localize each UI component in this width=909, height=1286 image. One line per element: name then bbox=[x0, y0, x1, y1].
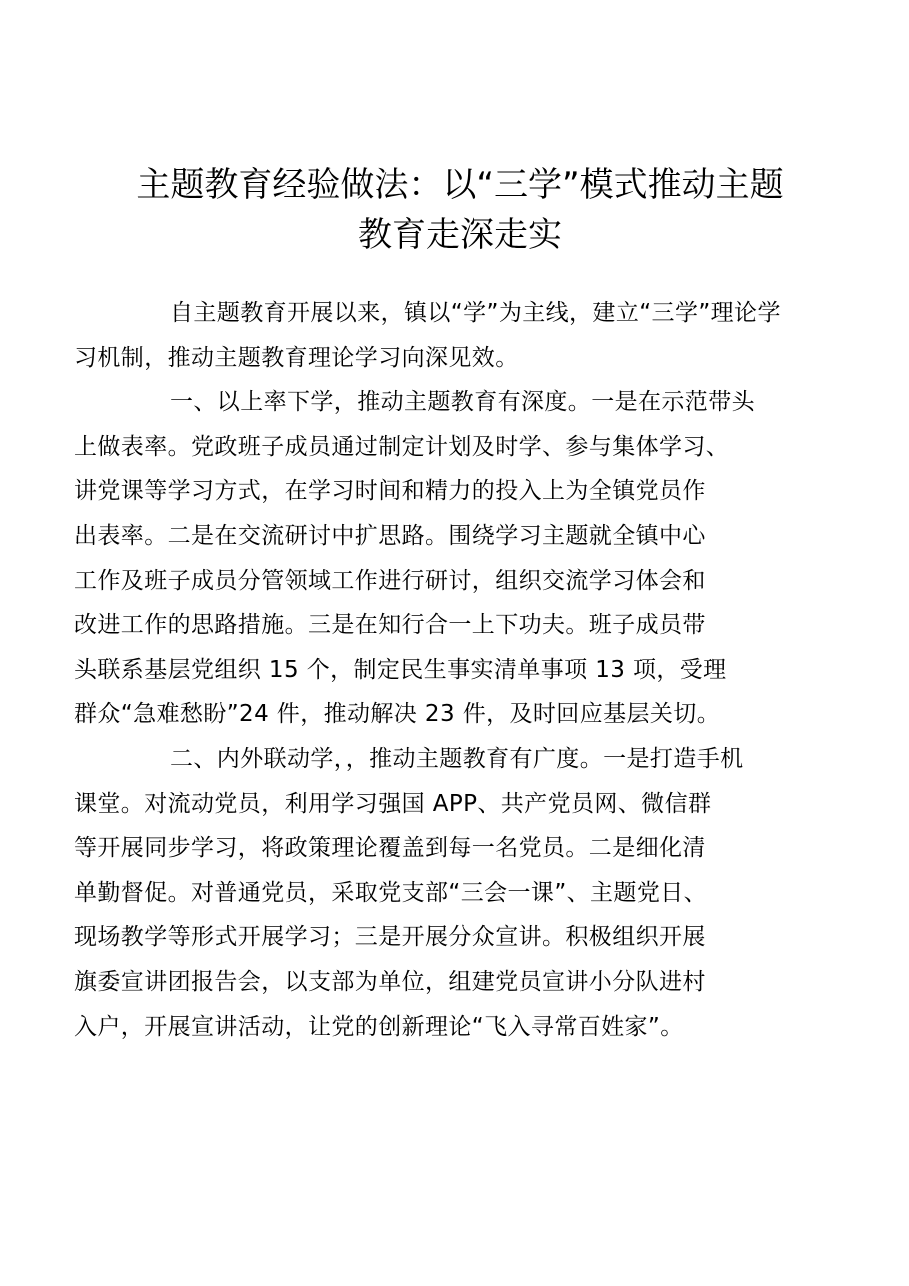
text-line: 头联系基层党组织 15 个，制定民生事实清单事项 13 项，受理 bbox=[74, 656, 727, 683]
text-line: 等开展同步学习，将政策理论覆盖到每一名党员。二是细化清 bbox=[74, 835, 706, 862]
paragraph-intro bbox=[74, 291, 812, 380]
text-line: 一、以上率下学，推动主题教育有深度。一是在示范带头 bbox=[170, 389, 755, 416]
text-line: 讲党课等学习方式，在学习时间和精力的投入上为全镇党员作 bbox=[74, 478, 706, 505]
text-line: 习机制，推动主题教育理论学习向深见效。 bbox=[74, 344, 519, 371]
document-body bbox=[74, 291, 812, 1049]
text-line: 自主题教育开展以来，镇以“学”为主线，建立“三学”理论学 bbox=[170, 300, 781, 326]
title-line: 主题教育经验做法：以“三学”模式推动主题 bbox=[136, 165, 784, 205]
text-line: 课堂。对流动党员，利用学习强国 APP、共产党员网、微信群 bbox=[74, 790, 712, 817]
text-line: 工作及班子成员分管领域工作进行研讨，组织交流学习体会和 bbox=[74, 567, 706, 594]
text-line: 出表率。二是在交流研讨中扩思路。围绕学习主题就全镇中心 bbox=[74, 522, 706, 549]
text-line: 现场教学等形式开展学习；三是开展分众宣讲。积极组织开展 bbox=[74, 924, 706, 951]
paragraph-section-one bbox=[74, 380, 812, 737]
paragraph-section-two bbox=[74, 737, 812, 1049]
text-line: 旗委宣讲团报告会，以支部为单位，组建党员宣讲小分队进村 bbox=[74, 968, 706, 995]
text-line: 改进工作的思路措施。三是在知行合一上下功夫。班子成员带 bbox=[74, 612, 706, 639]
text-line: 二、内外联动学，，推动主题教育有广度。一是打造手机 bbox=[170, 745, 744, 772]
text-line: 群众“急难愁盼”24 件，推动解决 23 件，及时回应基层关切。 bbox=[74, 701, 721, 728]
text-line: 单勤督促。对普通党员，采取党支部“三会一课”、主题党日、 bbox=[74, 879, 708, 906]
text-line: 上做表率。党政班子成员通过制定计划及时学、参与集体学习、 bbox=[74, 433, 730, 460]
text-line: 入户，开展宣讲活动，让党的创新理论“飞入寻常百姓家”。 bbox=[74, 1013, 684, 1040]
document-title bbox=[110, 160, 810, 260]
title-line: 教育走深走实 bbox=[358, 215, 562, 255]
